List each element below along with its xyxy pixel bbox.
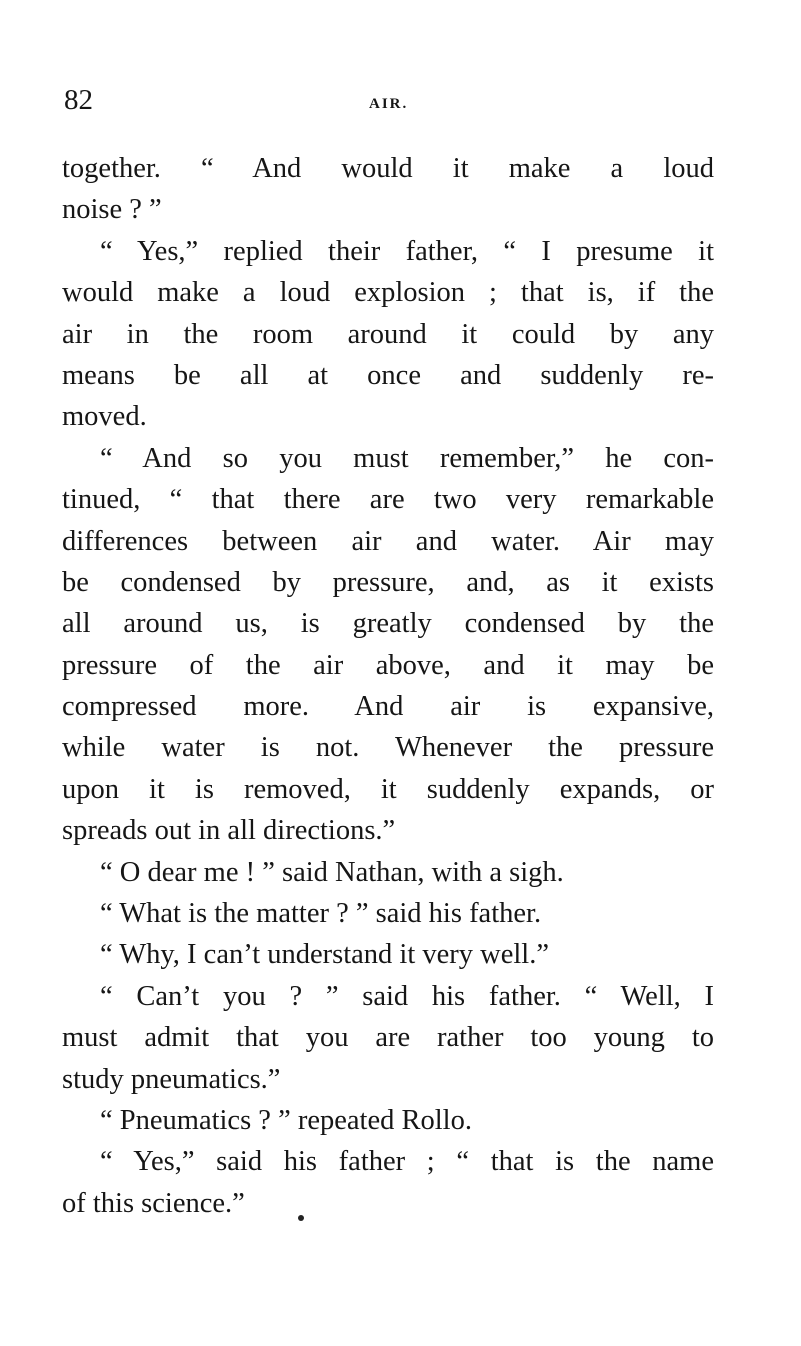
text-line: means be all at once and suddenly re- [62, 359, 714, 391]
print-speck [298, 1215, 304, 1221]
running-title: AIR. [369, 96, 409, 112]
text-line: noise ? ” [62, 194, 162, 226]
body-text [62, 148, 714, 1224]
text-line: “ What is the matter ? ” said his father. [100, 898, 542, 930]
text-line: spreads out in all directions.” [62, 815, 396, 847]
text-line: be condensed by pressure, and, as it exists [62, 566, 714, 598]
text-line: of this science.” [62, 1187, 245, 1219]
text-line: “ Pneumatics ? ” repeated Rollo. [100, 1104, 472, 1136]
text-line: air in the room around it could by any [62, 318, 714, 350]
text-line: upon it is removed, it suddenly expands, or [62, 773, 714, 805]
text-line: would make a loud explosion ; that is, if the [62, 277, 714, 309]
text-line: pressure of the air above, and it may be [62, 649, 714, 681]
text-line: “ Can’t you ? ” said his father. “ Well, I [100, 980, 714, 1012]
text-line: differences between air and water. Air may [62, 525, 714, 557]
text-line: “ Why, I can’t understand it very well.” [100, 939, 549, 971]
text-line: must admit that you are rather too young to [62, 1022, 714, 1054]
text-line: study pneumatics.” [62, 1063, 281, 1095]
text-line: all around us, is greatly condensed by the [62, 608, 714, 640]
text-line: moved. [62, 401, 147, 433]
text-line: while water is not. Whenever the pressure [62, 732, 714, 764]
text-line: compressed more. And air is expansive, [62, 691, 714, 723]
running-head [64, 82, 714, 118]
text-line: “ Yes,” said his father ; “ that is the name [100, 1146, 714, 1178]
page-number: 82 [64, 84, 93, 116]
text-line: together. “ And would it make a loud [62, 153, 714, 184]
text-line: “ O dear me ! ” said Nathan, with a sigh. [100, 856, 564, 888]
text-line: “ And so you must remember,” he con- [100, 442, 714, 474]
text-line: “ Yes,” replied their father, “ I presume it [100, 235, 714, 267]
text-line: tinued, “ that there are two very remarkable [62, 484, 714, 516]
